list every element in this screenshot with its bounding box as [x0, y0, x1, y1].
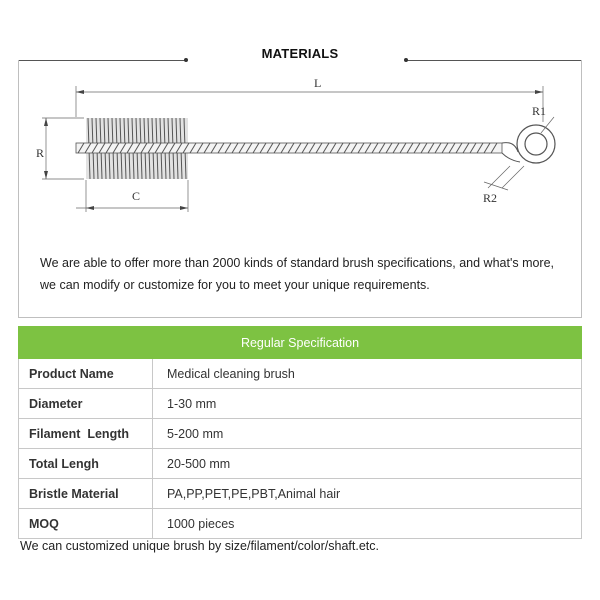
table-row: [19, 449, 582, 479]
row-value: 1000 pieces: [153, 509, 582, 539]
table-row: [19, 479, 582, 509]
table-row: [19, 389, 582, 419]
row-label: Diameter: [19, 389, 153, 419]
loop-end: [483, 104, 555, 205]
row-value: 5-200 mm: [153, 419, 582, 449]
label-c: C: [132, 189, 141, 203]
length-dimension: [76, 76, 543, 122]
brush-diagram: [18, 62, 582, 222]
core-dimension: [76, 180, 188, 212]
table-header-row: [19, 327, 582, 359]
label-r1: R1: [532, 104, 547, 118]
row-value: PA,PP,PET,PE,PBT,Animal hair: [153, 479, 582, 509]
row-value: Medical cleaning brush: [153, 359, 582, 389]
table-row: [19, 419, 582, 449]
row-label: Product Name: [19, 359, 153, 389]
table-row: [19, 509, 582, 539]
row-label: Filament Length: [19, 419, 153, 449]
row-value: 1-30 mm: [153, 389, 582, 419]
label-r: R: [36, 146, 45, 160]
table-title: Regular Specification: [19, 327, 582, 359]
row-label: MOQ: [19, 509, 153, 539]
row-value: 20-500 mm: [153, 449, 582, 479]
materials-description: We are able to offer more than 2000 kinds of standard brush specifications, and what's more, we can modify or customize for you to meet your unique requirements.: [40, 256, 555, 292]
label-r2: R2: [483, 191, 498, 205]
row-label: Bristle Material: [19, 479, 153, 509]
label-l: L: [314, 76, 322, 90]
table-row: [19, 359, 582, 389]
materials-title: MATERIALS: [261, 46, 339, 61]
row-label: Total Lengh: [19, 449, 153, 479]
regular-specification-table: [18, 326, 582, 539]
customization-note: We can customized unique brush by size/filament/color/shaft.etc.: [20, 539, 379, 553]
